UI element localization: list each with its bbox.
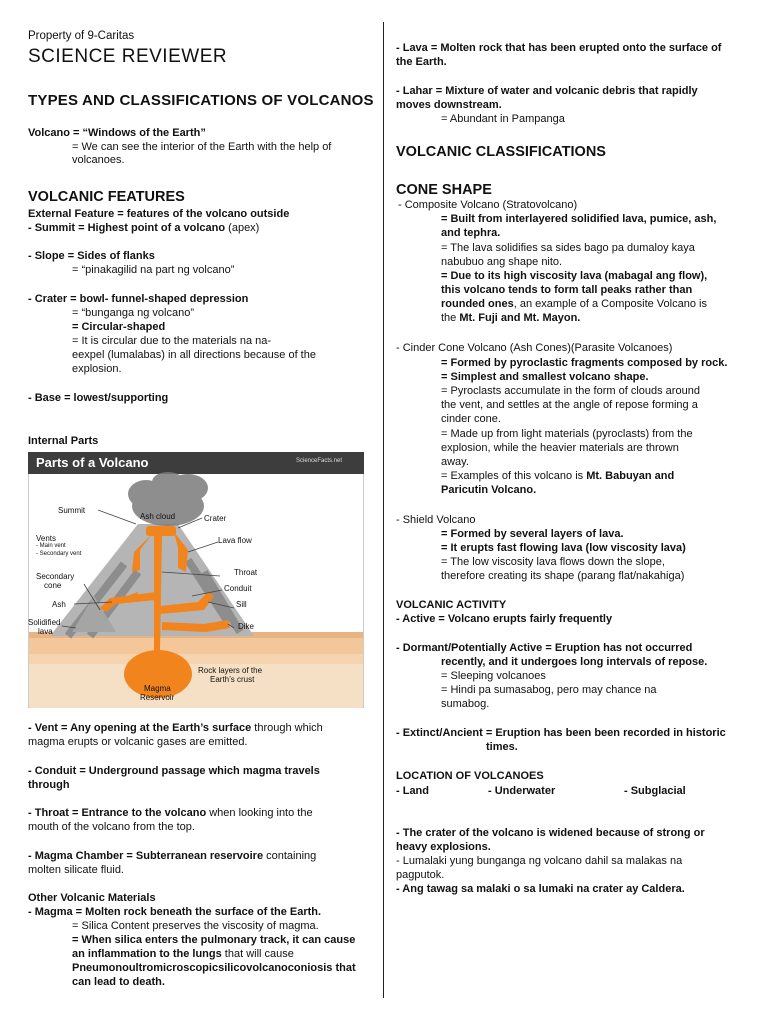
conduit-line: - Conduit = Underground passage which magma travels	[28, 765, 320, 777]
label-ash: Ash	[52, 600, 66, 609]
shield-desc-3: = The low viscosity lava flows down the slope,	[441, 556, 665, 568]
crater-desc-2: = Circular-shaped	[72, 321, 166, 333]
cinder-desc-8: away.	[441, 456, 469, 468]
summit-note: (apex)	[225, 222, 260, 234]
composite-desc-2: and tephra.	[441, 227, 501, 239]
lahar-line-2: moves downstream.	[396, 99, 502, 111]
magma-desc-2: = When silica enters the pulmonary track, it can cause	[72, 934, 356, 946]
label-vents: Vents	[36, 534, 57, 543]
cinder-desc-9-bold: Mt. Babuyan and	[586, 470, 675, 482]
magma-desc-3-plain: that will cause	[221, 948, 294, 960]
location-underwater: - Underwater	[488, 785, 556, 797]
crater-desc-3: = It is circular due to the materials na na-	[72, 335, 272, 347]
diagram-brand: ScienceFacts.net	[296, 458, 343, 464]
extinct-line-2: times.	[486, 741, 518, 753]
label-summit: Summit	[58, 506, 86, 515]
location-heading: LOCATION OF VOLCANOES	[396, 770, 544, 782]
magma-desc-5: can lead to death.	[72, 976, 165, 988]
caldera-line-4: pagputok.	[396, 869, 445, 881]
label-secondary-cone-2: cone	[44, 581, 62, 590]
volcano-desc-1: = We can see the interior of the Earth with the help of	[72, 141, 332, 153]
composite-desc-8	[441, 312, 580, 326]
composite-desc-8-bold: Mt. Fuji and Mt. Mayon.	[459, 312, 581, 324]
lava-line: - Lava = Molten rock that has been erupted onto the surface of	[396, 42, 722, 54]
crater-desc-1: = “bunganga ng volcano”	[72, 307, 195, 319]
other-materials-label: Other Volcanic Materials	[28, 892, 156, 904]
slope-desc: = “pinakagilid na part ng volcano”	[72, 264, 235, 276]
cinder-desc-2: = Simplest and smallest volcano shape.	[441, 371, 649, 383]
external-feature: External Feature = features of the volcano outside	[28, 208, 290, 220]
volcano-definition: Volcano = “Windows of the Earth”	[28, 127, 206, 139]
caldera-line-3: - Lumalaki yung bunganga ng volcano dahil sa malakas na	[396, 855, 683, 867]
cinder-desc-9-plain: = Examples of this volcano is	[441, 470, 587, 482]
summit-term: - Summit = Highest point of a volcano	[28, 222, 226, 234]
dormant-desc-3: sumabog.	[441, 698, 490, 710]
chamber-line-2: molten silicate fluid.	[28, 864, 124, 876]
cinder-desc-6: = Made up from light materials (pyroclasts) from the	[441, 428, 693, 440]
cinder-desc-9	[441, 470, 674, 484]
caldera-line-5: - Ang tawag sa malaki o sa lumaki na crater ay Caldera.	[396, 883, 685, 895]
activity-heading: VOLCANIC ACTIVITY	[396, 599, 507, 611]
composite-desc-8-plain: the	[441, 312, 460, 324]
caldera-line-2: heavy explosions.	[396, 841, 491, 853]
heading-cone-shape: CONE SHAPE	[396, 182, 492, 198]
volcano-diagram	[28, 452, 364, 708]
composite-desc-1: = Built from interlayered solidified lava, pumice, ash,	[441, 213, 717, 225]
page-title: SCIENCE REVIEWER	[28, 46, 228, 67]
magma-desc-3-bold: an inflammation to the lungs	[72, 948, 222, 960]
composite-desc-7-plain: , an example of a Composite Volcano is	[513, 298, 707, 310]
magma-line: - Magma = Molten rock beneath the surface of the Earth.	[28, 906, 322, 918]
extinct-line: - Extinct/Ancient = Eruption has been been recorded in historic	[396, 727, 726, 739]
throat-line	[28, 807, 313, 821]
cinder-desc-7: explosion, while the heavier materials are thrown	[441, 442, 679, 454]
magma-desc-4: Pneumonoultromicroscopicsilicovolcanoconiosis that	[72, 962, 356, 974]
cinder-desc-3: = Pyroclasts accumulate in the form of clouds around	[441, 385, 700, 397]
base-line: - Base = lowest/supporting	[28, 392, 169, 404]
composite-desc-5: = Due to its high viscosity lava (mabagal ang flow),	[441, 270, 708, 282]
label-sill: Sill	[236, 600, 247, 609]
heading-features: VOLCANIC FEATURES	[28, 189, 185, 205]
location-subglacial: - Subglacial	[624, 785, 686, 797]
shield-desc-2: = It erupts fast flowing lava (low viscosity lava)	[441, 542, 686, 554]
composite-desc-3: = The lava solidifies sa sides bago pa dumaloy kaya	[441, 242, 695, 254]
crater-line: - Crater = bowl- funnel-shaped depression	[28, 293, 249, 305]
label-solidified-1: Solidified	[28, 618, 61, 627]
composite-desc-7-bold: rounded ones	[441, 298, 514, 310]
crater-desc-4: eexpel (lumalabas) in all directions because of the	[72, 349, 316, 361]
label-magma-2: Reservoir	[140, 693, 175, 702]
label-secondary-vent: - Secondary vent	[36, 551, 82, 557]
chamber-line	[28, 850, 316, 864]
magma-desc-3	[72, 948, 294, 962]
dormant-desc-1: = Sleeping volcanoes	[441, 670, 546, 682]
label-dike: Dike	[238, 622, 255, 631]
heading-classifications: VOLCANIC CLASSIFICATIONS	[396, 144, 606, 160]
throat-cont: when looking into the	[206, 807, 313, 819]
composite-desc-7	[441, 298, 707, 312]
vent-term: - Vent = Any opening at the Earth’s surface	[28, 722, 252, 734]
column-divider	[383, 22, 384, 998]
label-magma-1: Magma	[144, 684, 171, 693]
magma-desc-1: = Silica Content preserves the viscosity of magma.	[72, 920, 319, 932]
label-conduit: Conduit	[224, 584, 252, 593]
dormant-desc-2: = Hindi pa sumasabog, pero may chance na	[441, 684, 657, 696]
cinder-desc-10: Paricutin Volcano.	[441, 484, 537, 496]
cinder-line: - Cinder Cone Volcano (Ash Cones)(Parasite Volcanoes)	[396, 342, 673, 354]
internal-parts-label: Internal Parts	[28, 435, 99, 447]
vent-line	[28, 722, 323, 736]
shield-desc-1: = Formed by several layers of lava.	[441, 528, 624, 540]
lahar-line-3: = Abundant in Pampanga	[441, 113, 565, 125]
composite-line: - Composite Volcano (Stratovolcano)	[398, 199, 578, 211]
label-rock-layers-1: Rock layers of the	[198, 666, 263, 675]
label-lava-flow: Lava flow	[218, 536, 252, 545]
dormant-line-2: recently, and it undergoes long intervals of repose.	[441, 656, 708, 668]
heading-types: TYPES AND CLASSIFICATIONS OF VOLCANOS	[28, 92, 374, 109]
vent-cont: through which	[251, 722, 323, 734]
property-note: Property of 9-Caritas	[28, 30, 135, 42]
summit-line	[28, 222, 259, 236]
shield-line: - Shield Volcano	[396, 514, 476, 526]
composite-desc-4: nabubuo ang shape nito.	[441, 256, 563, 268]
throat-term: - Throat = Entrance to the volcano	[28, 807, 207, 819]
chamber-cont: containing	[263, 850, 317, 862]
lava-line-2: the Earth.	[396, 56, 447, 68]
active-line: - Active = Volcano erupts fairly frequently	[396, 613, 613, 625]
composite-desc-6: this volcano tends to form tall peaks rather than	[441, 284, 693, 296]
cinder-desc-1: = Formed by pyroclastic fragments composed by rock.	[441, 357, 728, 369]
throat-line-2: mouth of the volcano from the top.	[28, 821, 195, 833]
slope-line: - Slope = Sides of flanks	[28, 250, 155, 262]
label-secondary-cone-1: Secondary	[36, 572, 75, 581]
volcano-desc-2: volcanoes.	[72, 154, 125, 166]
location-land: - Land	[396, 785, 429, 797]
chamber-term: - Magma Chamber = Subterranean reservoire	[28, 850, 264, 862]
dormant-line: - Dormant/Potentially Active = Eruption has not occurred	[396, 642, 693, 654]
label-rock-layers-2: Earth’s crust	[210, 675, 255, 684]
cinder-desc-4: the vent, and settles at the angle of repose forming a	[441, 399, 698, 411]
lahar-line: - Lahar = Mixture of water and volcanic debris that rapidly	[396, 85, 698, 97]
label-ash-cloud: Ash cloud	[140, 512, 176, 521]
vent-line-2: magma erupts or volcanic gases are emitted.	[28, 736, 248, 748]
label-solidified-2: lava	[38, 627, 53, 636]
caldera-line-1: - The crater of the volcano is widened because of strong or	[396, 827, 705, 839]
label-main-vent: - Main vent	[36, 543, 66, 549]
conduit-line-2: through	[28, 779, 70, 791]
label-throat: Throat	[234, 568, 258, 577]
label-crater: Crater	[204, 514, 227, 523]
diagram-title: Parts of a Volcano	[36, 455, 149, 470]
cinder-desc-5: cinder cone.	[441, 413, 501, 425]
crater-desc-5: explosion.	[72, 363, 122, 375]
shield-desc-4: therefore creating its shape (parang flat/nakahiga)	[441, 570, 685, 582]
